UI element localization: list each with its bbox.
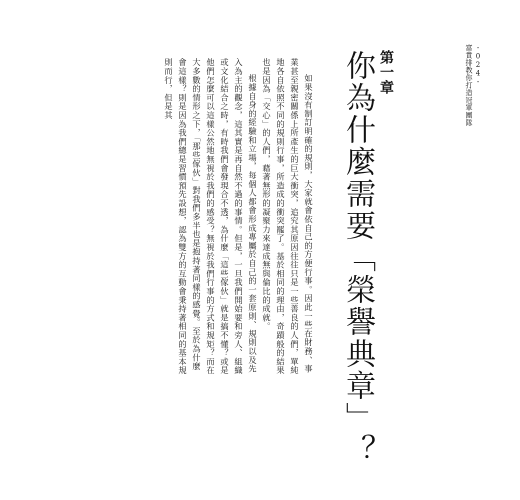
running-header: [464, 44, 482, 127]
body-text: [136, 58, 316, 376]
book-title: 富貴排教你打造冠軍團隊: [465, 44, 473, 127]
page-number: -024-: [474, 44, 482, 87]
body-paragraph: 如果沒有制訂明確的規則，大家就會依自己的方便行事。因此一些在財務、事業甚至親密關係上所產生的巨大衝突，追究其原因往往只是一些善良的人們，單純地各自依照不同的規則行事，所造成的衝突罷了。基於相同的理由，奇蹟般的結果也是因為「交心」的人們，藉著無形的凝聚力來達成無與倫比的成就。: [262, 58, 314, 375]
chapter-title: 你為什麼需要「榮譽典章」？: [340, 50, 375, 466]
chapter-number: 第一章: [378, 50, 394, 95]
body-paragraph: 根據自身的經驗和立場，每個人都會形成專屬於自己的一套原則、規則以及先入為主的觀念，這其實是再自然不過的事情。但是，一旦我們開始要和旁人、組織或文化結合之時，有時我們會發現合不透，為什麼「這些傢伙」就是搞不懂？或是他們怎麼可以這樣公然地無視於我們的感受？無視於我們行事的方式和規矩？而在大多數的情形之下，「那些傢伙」對我們多半也是抱持著同樣的感覺。至於為什麼會這樣？則是因為我們總是習慣預先設想，認為雙方的互動會秉持著相同的基本規則而行，但是其: [164, 58, 258, 375]
